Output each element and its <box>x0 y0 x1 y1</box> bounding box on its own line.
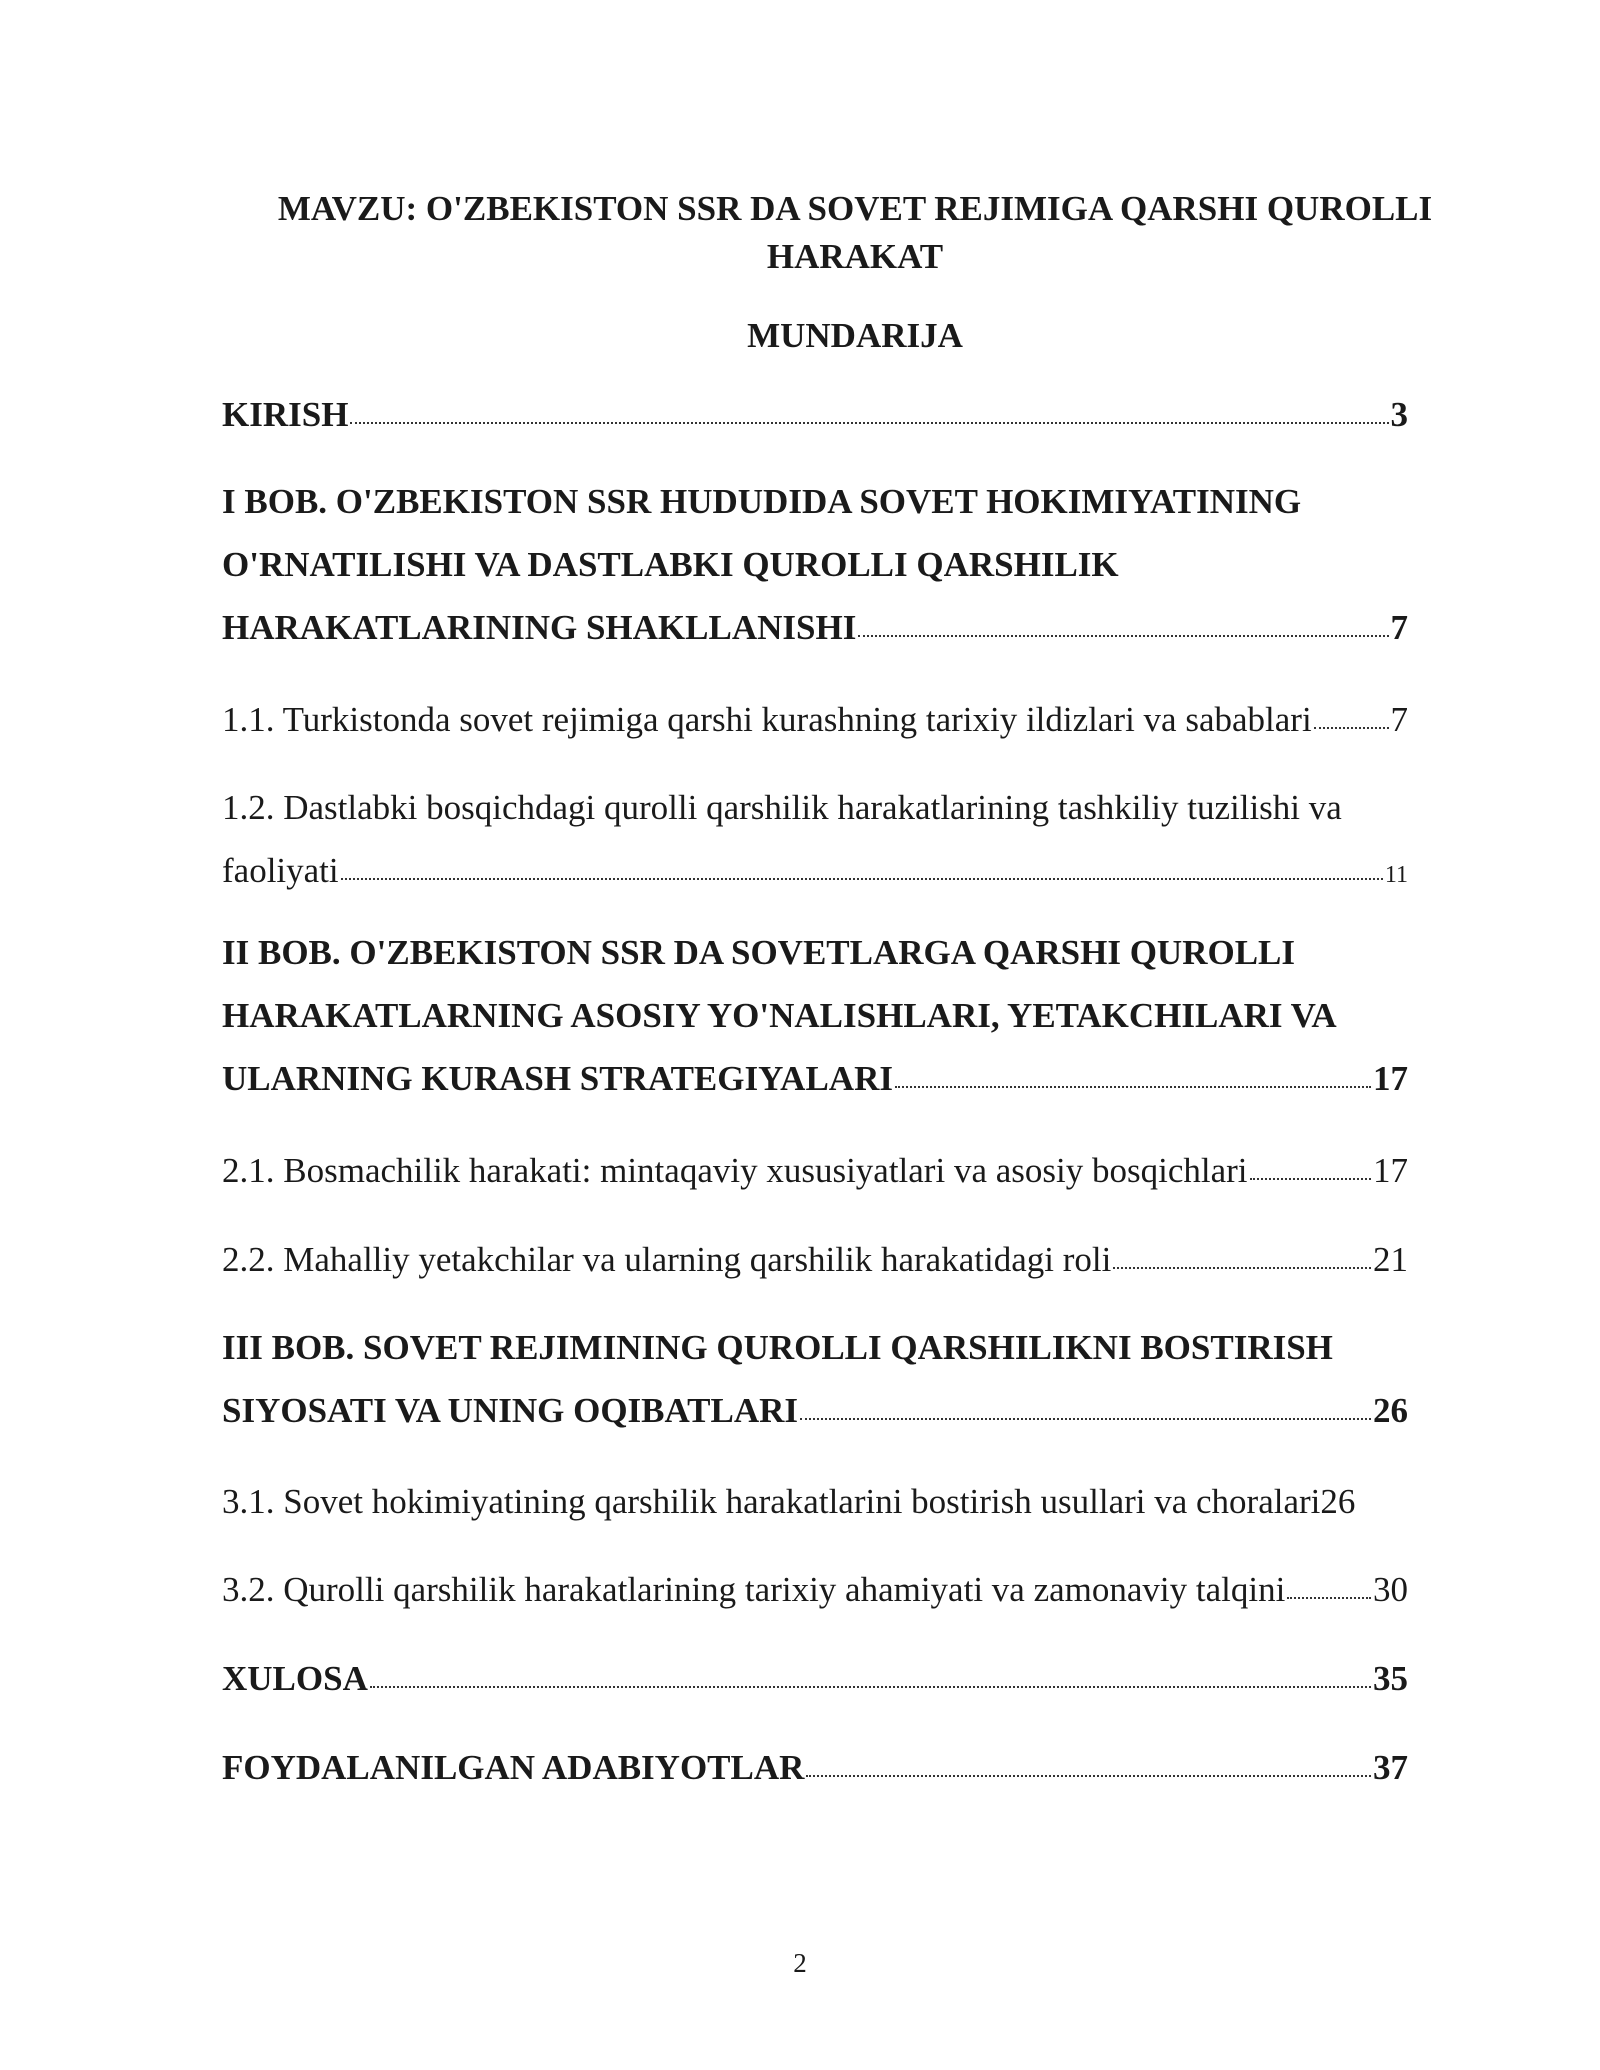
dot-leader <box>350 422 1388 424</box>
title-line-1: MAVZU: O'ZBEKISTON SSR DA SOVET REJIMIGA QARSHI QUROLLI <box>277 189 1433 228</box>
toc-entry-title: faoliyati <box>222 851 339 890</box>
toc-entry-section-3-2[interactable] <box>222 1558 1408 1621</box>
toc-entry-introduction[interactable] <box>222 383 1408 446</box>
toc-page-number: 37 <box>1373 1748 1408 1787</box>
toc-entry-chapter-3[interactable] <box>222 1316 1408 1442</box>
toc-entry-section-1-2[interactable] <box>222 776 1408 902</box>
dot-leader <box>1314 727 1389 729</box>
dot-leader <box>1113 1267 1371 1269</box>
toc-entry-title: 3.2. Qurolli qarshilik harakatlarining tarixiy ahamiyati va zamonaviy talqini <box>222 1570 1286 1609</box>
toc-entry-line: 1.2. Dastlabki bosqichdagi qurolli qarshilik harakatlarining tashkiliy tuzilishi va <box>222 788 1342 827</box>
toc-entry-section-2-1[interactable] <box>222 1139 1408 1202</box>
dot-leader <box>895 1086 1371 1088</box>
toc-page-number: 21 <box>1373 1240 1408 1279</box>
toc-page-number: 26 <box>1320 1482 1356 1521</box>
toc-page-number: 26 <box>1373 1391 1408 1430</box>
dot-leader <box>858 635 1388 637</box>
toc-page-number: 7 <box>1390 700 1408 739</box>
toc-entry-references[interactable] <box>222 1736 1408 1799</box>
toc-entry-title: 2.1. Bosmachilik harakati: mintaqaviy xususiyatlari va asosiy bosqichlari <box>222 1151 1248 1190</box>
toc-entry-title: FOYDALANILGAN ADABIYOTLAR <box>222 1748 805 1787</box>
toc-entry-section-3-1[interactable] <box>222 1470 1408 1533</box>
dot-leader <box>1250 1178 1372 1180</box>
toc-entry-title: XULOSA <box>222 1659 368 1698</box>
toc-entry-line: III BOB. SOVET REJIMINING QUROLLI QARSHILIKNI BOSTIRISH <box>222 1328 1333 1367</box>
toc-entry-title: 1.1. Turkistonda sovet rejimiga qarshi kurashning tarixiy ildizlari va sabablari <box>222 700 1312 739</box>
toc-page-number: 30 <box>1373 1570 1408 1609</box>
dot-leader <box>1287 1597 1371 1599</box>
toc-heading: MUNDARIJA <box>747 316 963 355</box>
toc-page-number: 17 <box>1373 1151 1408 1190</box>
toc-entry-title: KIRISH <box>222 395 349 434</box>
dot-leader <box>806 1775 1371 1777</box>
toc-page-number: 3 <box>1390 395 1408 434</box>
toc-entry-section-2-2[interactable] <box>222 1228 1408 1291</box>
toc-entry-line: O'RNATILISHI VA DASTLABKI QUROLLI QARSHILIK <box>222 545 1119 584</box>
toc-entry-chapter-2[interactable] <box>222 921 1408 1110</box>
dot-leader <box>800 1418 1371 1420</box>
toc-entry-title: 3.1. Sovet hokimiyatining qarshilik harakatlarini bostirish usullari va choralari <box>222 1482 1321 1521</box>
toc-entry-line: HARAKATLARNING ASOSIY YO'NALISHLARI, YETAKCHILARI VA <box>222 996 1337 1035</box>
toc-entry-title: ULARNING KURASH STRATEGIYALARI <box>222 1059 893 1098</box>
toc-page-number: 17 <box>1373 1059 1408 1098</box>
toc-entry-section-1-1[interactable] <box>222 688 1408 751</box>
dot-leader <box>370 1686 1371 1688</box>
document-title <box>230 185 1480 281</box>
toc-entry-title: SIYOSATI VA UNING OQIBATLARI <box>222 1391 799 1430</box>
toc-entry-chapter-1[interactable] <box>222 470 1408 659</box>
toc-page-number: 7 <box>1390 608 1408 647</box>
toc-entry-line: II BOB. O'ZBEKISTON SSR DA SOVETLARGA QARSHI QUROLLI <box>222 933 1296 972</box>
toc-entry-title: 2.2. Mahalliy yetakchilar va ularning qarshilik harakatidagi roli <box>222 1240 1112 1279</box>
dot-leader <box>341 878 1383 880</box>
page-number: 2 <box>793 1948 807 1978</box>
toc-entry-line: I BOB. O'ZBEKISTON SSR HUDUDIDA SOVET HOKIMIYATINING <box>222 482 1302 521</box>
toc-entry-conclusion[interactable] <box>222 1647 1408 1710</box>
title-line-2: HARAKAT <box>766 237 944 276</box>
toc-page-number: 35 <box>1373 1659 1408 1698</box>
toc-page-number: 11 <box>1384 862 1408 888</box>
toc-entry-title: HARAKATLARINING SHAKLLANISHI <box>222 608 857 647</box>
